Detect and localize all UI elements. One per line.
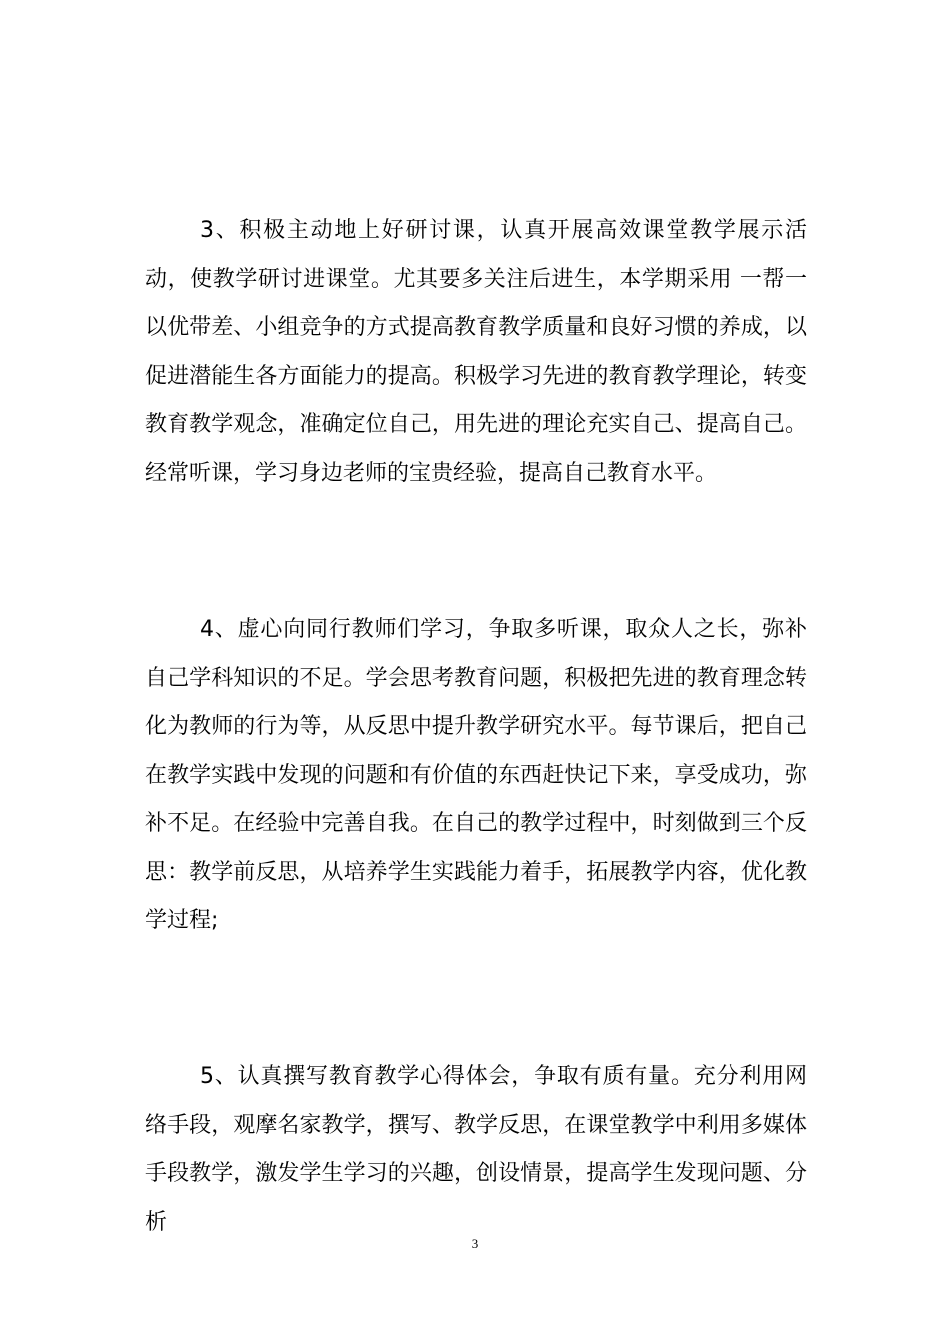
paragraph-item-4: 4、虚心向同行教师们学习，争取多听课，取众人之长，弥补自己学科知识的不足。学会思考教育问题，积极把先进的教育理念转化为教师的行为等，从反思中提升教学研究水平。每节课后，把自己在教学实践中发现的问题和有价值的东西赶快记下来，享受成功，弥补不足。在经验中完善自我。在自己的教学过程中，时刻做到三个反思：教学前反思，从培养学生实践能力着手，拓展教学内容，优化教学过程; xyxy=(145,617,807,933)
page-number: 3 xyxy=(471,1236,479,1251)
paragraph-item-5: 5、认真撰写教育教学心得体会，争取有质有量。充分利用网络手段，观摩名家教学，撰写、教学反思，在课堂教学中利用多媒体手段教学，激发学生学习的兴趣，创设情景，提高学生发现问题、分析 xyxy=(145,1064,807,1235)
paragraph-item-3: 3、积极主动地上好研讨课，认真开展高效课堂教学展示活动，使教学研讨进课堂。尤其要多关注后进生，本学期采用 一帮一 以优带差、小组竞争的方式提高教育教学质量和良好习惯的养成，以促进潜能生各方面能力的提高。积极学习先进的教育教学理论，转变教育教学观念，准确定位自己，用先进的理论充实自己、提高自己。经常听课，学习身边老师的宝贵经验，提高自己教育水平。 xyxy=(145,218,807,486)
